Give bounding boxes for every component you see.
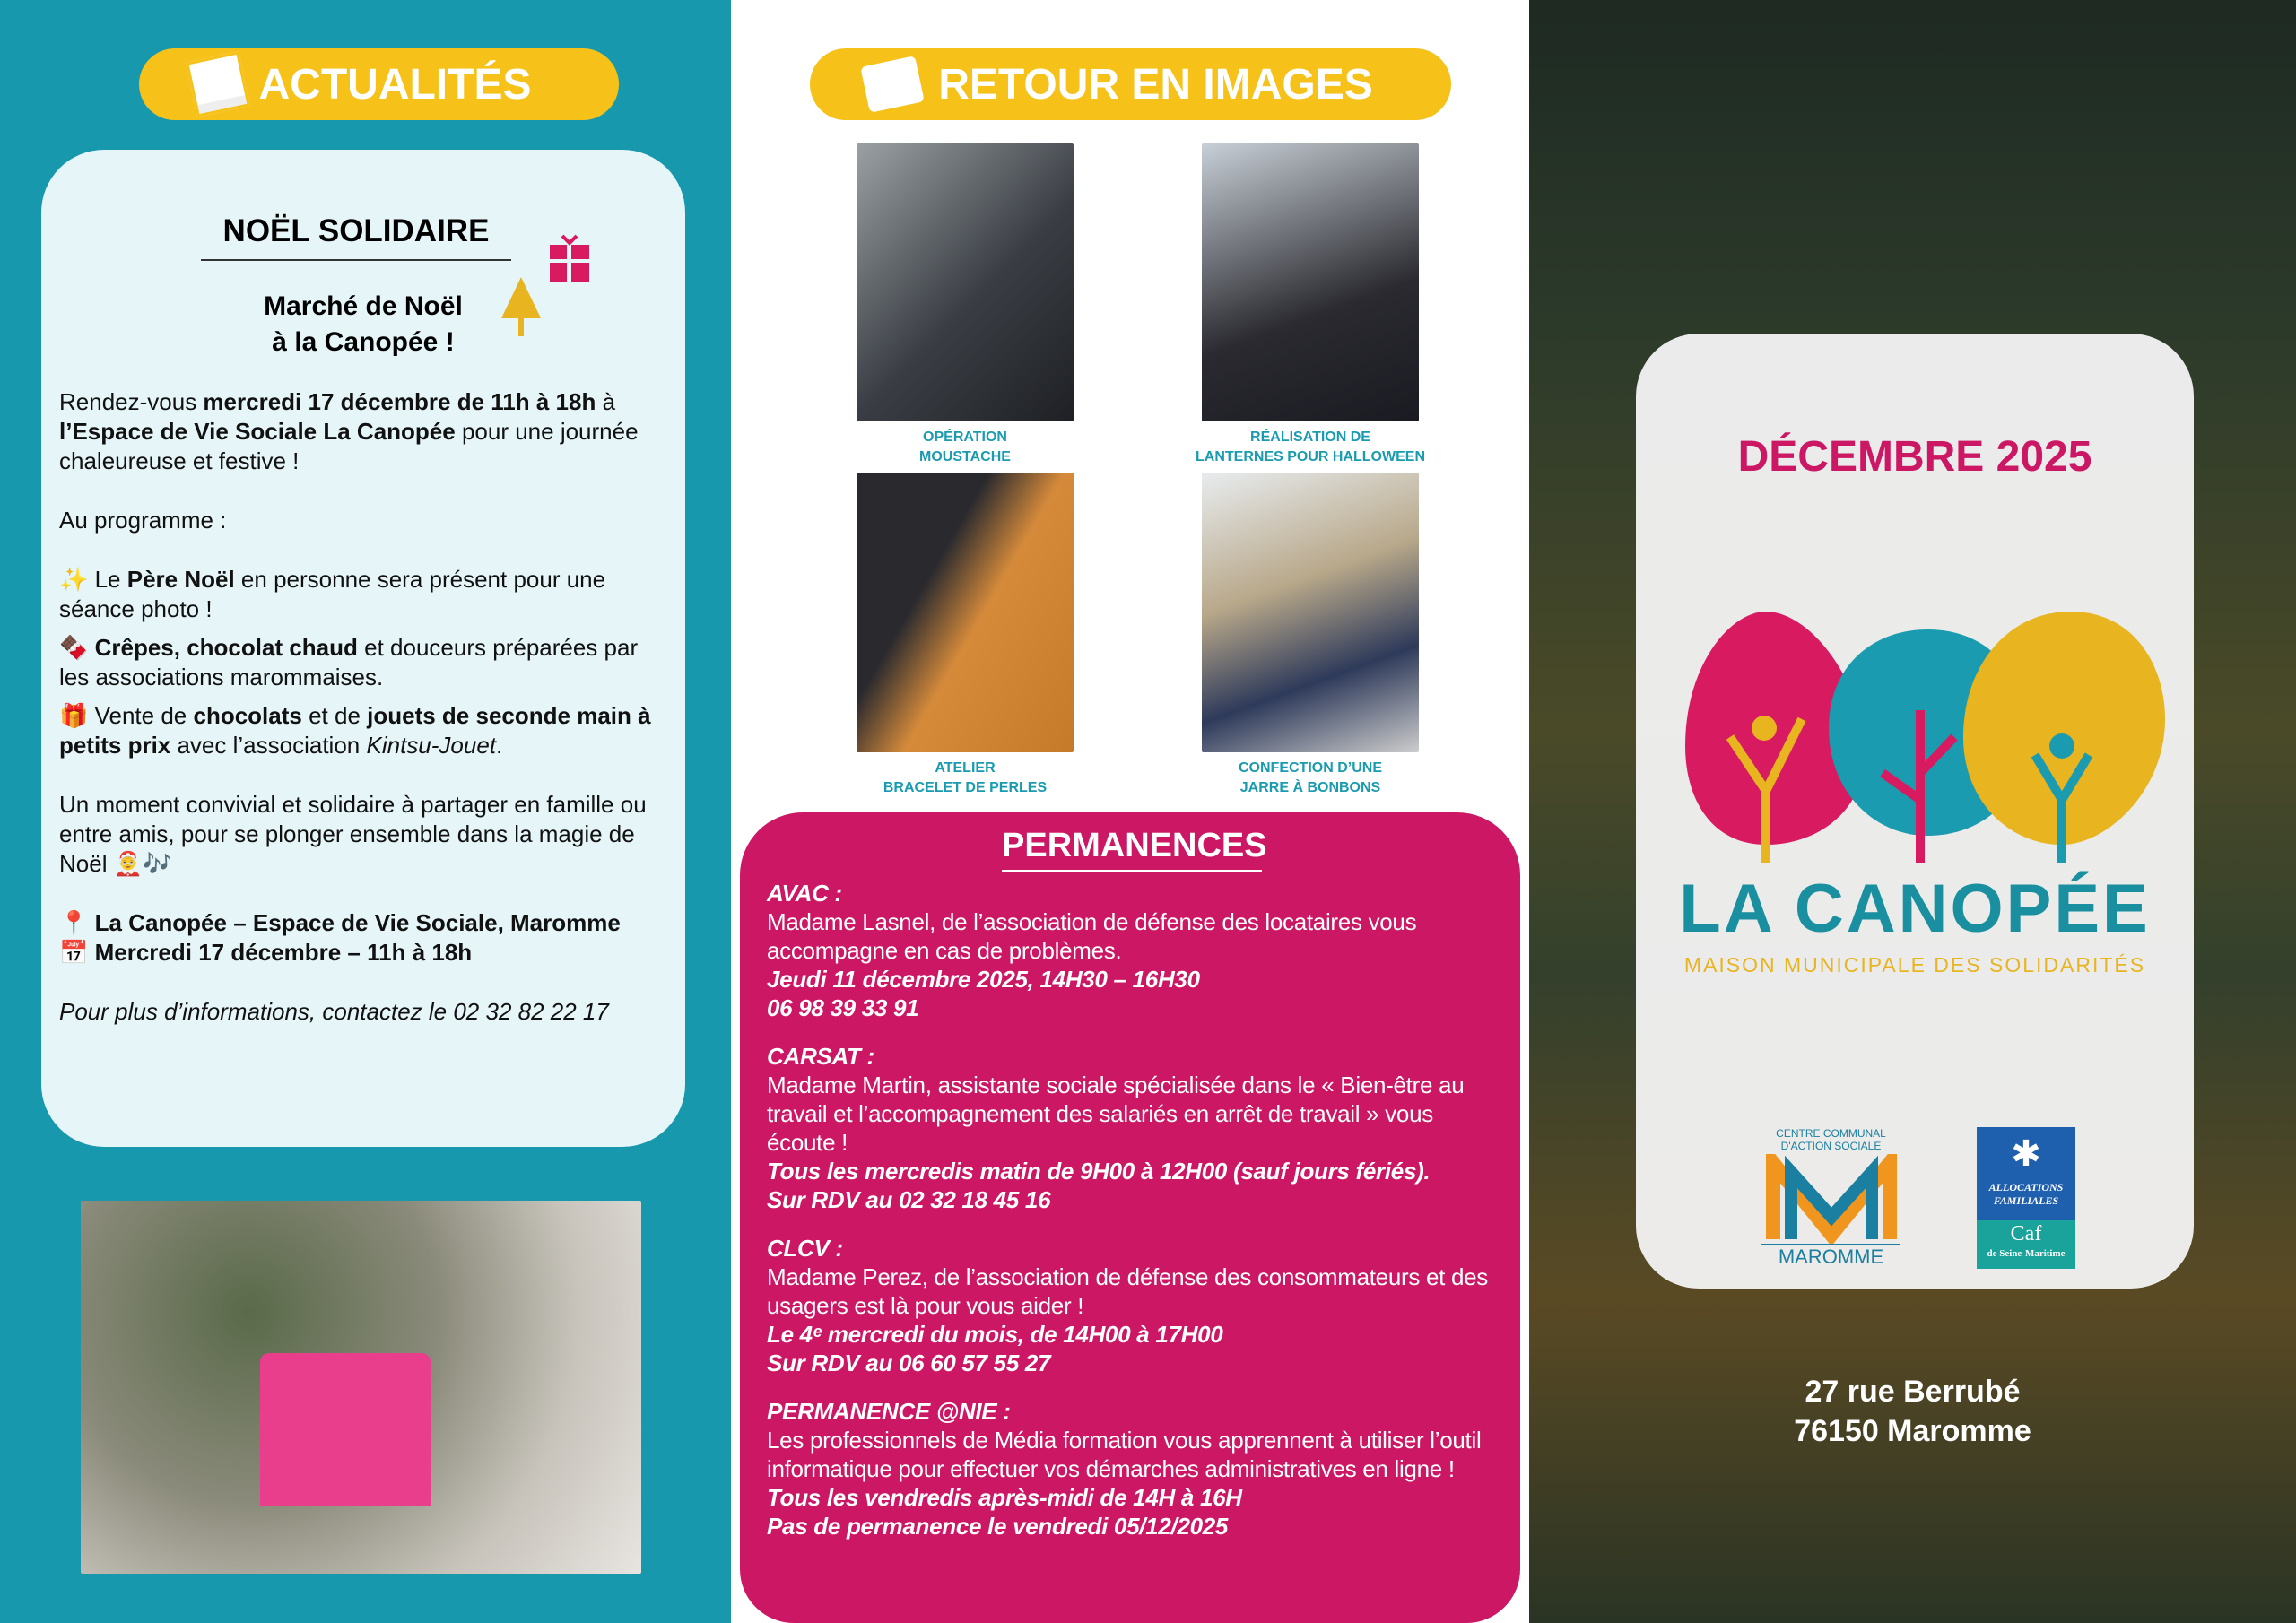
subtitle-line-1: Marché de Noël — [264, 291, 463, 321]
program-label: Au programme : — [59, 507, 227, 534]
retour-title: RETOUR EN IMAGES — [938, 60, 1373, 108]
newspaper-icon — [186, 51, 250, 117]
address — [1529, 1372, 2296, 1451]
permanence-avac: AVAC : Madame Lasnel, de l’association de défense des locataires vous accompagne en cas de problèmes. Jeudi 11 décembre 2025, 14H30 – 16H30 06 98 39 33 91 — [767, 880, 1417, 1021]
gift-icon — [548, 232, 591, 284]
camera-icon — [857, 51, 929, 117]
intro-paragraph: Rendez-vous mercredi 17 décembre de 11h à 18h à l’Espace de Vie Sociale La Canopée pour une journée chaleureuse et festive ! — [59, 388, 639, 474]
card-title: NOËL SOLIDAIRE — [201, 213, 511, 261]
location-line: 📍 La Canopée – Espace de Vie Sociale, Maromme — [59, 909, 621, 936]
month-title: DÉCEMBRE 2025 — [1737, 433, 2092, 481]
calendar-icon: 📅 — [59, 939, 89, 966]
caption-operation-moustache: OPÉRATION MOUSTACHE — [919, 430, 1011, 464]
program-item-crepes: 🍫 Crêpes, chocolat chaud et douceurs préparées par les associations marommaises. — [59, 634, 639, 690]
sparkles-icon: ✨ — [59, 566, 89, 593]
cover-card — [1636, 334, 2194, 1289]
closing-paragraph: Un moment convivial et solidaire à partager en famille ou entre amis, pour se plonger ensemble dans la magie de Noël 🤶🎶 — [59, 791, 647, 877]
address-street: 27 rue Berrubé — [1805, 1375, 2021, 1409]
actualites-title: ACTUALITÉS — [258, 60, 532, 108]
photo-jarre-bonbons — [1202, 473, 1419, 752]
actualites-header — [139, 48, 619, 120]
retour-header — [810, 48, 1451, 120]
photo-lanternes-halloween — [1202, 143, 1419, 421]
permanences-card — [740, 812, 1520, 1623]
caf-logo: ✱ ALLOCATIONS FAMILIALES Caf de Seine-Maritime — [1977, 1127, 2075, 1269]
actualites-panel — [0, 0, 731, 1623]
dollhouse-shape — [260, 1353, 430, 1506]
permanence-carsat: CARSAT : Madame Martin, assistante sociale spécialisée dans le « Bien-être au travail et l’accompagnement des salariés en arrêt de travail » vous écoute ! Tous les mercredis matin de 9H00 à 12H00 (sauf jours fériés). Sur RDV au 02 32 18 45 16 — [767, 1043, 1465, 1213]
logo-title: LA CANOPÉE — [1679, 871, 2151, 947]
cover-panel — [1529, 0, 2296, 1623]
permanence-clcv: CLCV : Madame Perez, de l’association de défense des consommateurs et des usagers est là pour vous aider ! Le 4ᵉ mercredi du mois, de 14H00 à 17H00 Sur RDV au 06 60 57 55 27 — [767, 1235, 1488, 1376]
caf-people-icon: ✱ — [2011, 1134, 2041, 1174]
card-body — [59, 387, 669, 1027]
girl-dollhouse-photo — [81, 1201, 641, 1574]
permanences-title: PERMANENCES — [1002, 825, 1262, 872]
date-line: 📅 Mercredi 17 décembre – 11h à 18h — [59, 939, 473, 966]
logo-subtitle: MAISON MUNICIPALE DES SOLIDARITÉS — [1683, 953, 2146, 976]
program-item-vente: 🎁 Vente de chocolats et de jouets de seconde main à petits prix avec l’association Kintsu-Jouet. — [59, 702, 651, 759]
contact-line: Pour plus d’informations, contactez le 02 32 82 22 17 — [59, 998, 609, 1025]
address-city: 76150 Maromme — [1794, 1414, 2031, 1448]
pin-icon: 📍 — [59, 909, 89, 936]
canopee-trees-logo — [1667, 612, 2170, 872]
ccas-maromme-logo: CENTRE COMMUNAL D'ACTION SOCIALE MAROMME — [1761, 1127, 1900, 1270]
photo-bracelet-perles — [857, 473, 1074, 752]
maromme-m-icon — [1764, 1154, 1899, 1244]
permanence-anie: PERMANENCE @NIE : Les professionnels de Média formation vous apprennent à utiliser l’outil informatique pour effectuer vos démarches administratives en ligne ! Tous les vendredis après-midi de 14H à 16H Pas de permanence le vendredi 05/12/2025 — [767, 1398, 1482, 1540]
caption-lanternes: RÉALISATION DE LANTERNES POUR HALLOWEEN — [1196, 430, 1425, 464]
noel-card — [41, 150, 685, 1147]
card-subtitle — [41, 289, 685, 360]
subtitle-line-2: à la Canopée ! — [272, 327, 455, 357]
caption-jarre: CONFECTION D’UNE JARRE À BONBONS — [1239, 760, 1382, 795]
gift-emoji-icon: 🎁 — [59, 702, 89, 729]
caf-region-box: Caf de Seine-Maritime — [1977, 1220, 2075, 1269]
program-item-pere-noel: ✨ Le Père Noël en personne sera présent pour une séance photo ! — [59, 566, 606, 622]
photo-operation-moustache — [857, 143, 1074, 421]
chocolate-icon: 🍫 — [59, 634, 89, 661]
caption-bracelet: ATELIER BRACELET DE PERLES — [883, 760, 1048, 795]
